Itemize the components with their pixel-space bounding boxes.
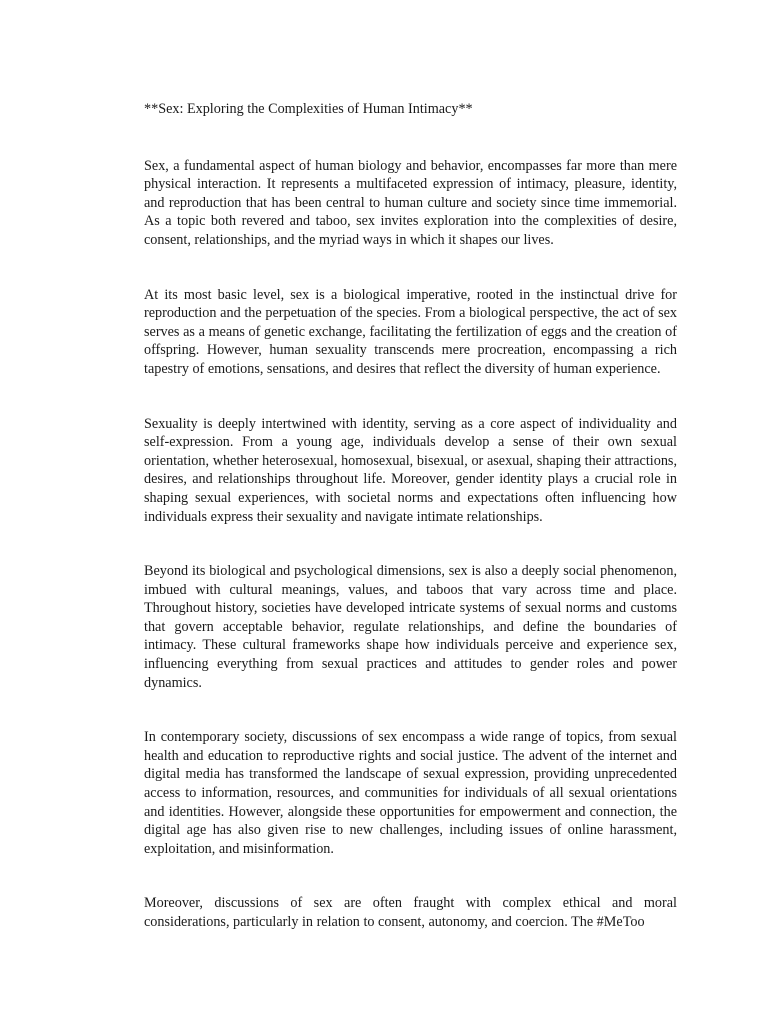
paragraph-ethics: Moreover, discussions of sex are often fraught with complex ethical and moral considerations, particularly in relation to consent, autonomy, and coercion. The #MeToo (144, 895, 677, 930)
paragraph-contemporary: In contemporary society, discussions of sex encompass a wide range of topics, from sexual health and education to reproductive rights and social justice. The advent of the internet and digital media has transformed the landscape of sexual expression, providing unprecedented access to information, resources, and communities for individuals of all sexual orientations and identities. However, alongside these opportunities for empowerment and connection, the digital age has also given rise to new challenges, including issues of online harassment, exploitation, and misinformation. (144, 729, 677, 857)
document-title: **Sex: Exploring the Complexities of Human Intimacy** (144, 101, 473, 117)
paragraph-biology: At its most basic level, sex is a biological imperative, rooted in the instinctual drive for reproduction and the perpetuation of the species. From a biological perspective, the act of sex serves as a means of genetic exchange, facilitating the fertilization of eggs and the creation of offspring. However, human sexuality transcends mere procreation, encompassing a rich tapestry of emotions, sensations, and desires that reflect the diversity of human experience. (144, 286, 677, 377)
paragraph-identity: Sexuality is deeply intertwined with identity, serving as a core aspect of individuality and self-expression. From a young age, individuals develop a sense of their own sexual orientation, whether heterosexual, homosexual, bisexual, or asexual, shaping their attractions, desires, and relationships throughout life. Moreover, gender identity plays a crucial role in shaping sexual experiences, with societal norms and expectations often influencing how individuals express their sexuality and navigate intimate relationships. (144, 415, 677, 525)
paragraph-social: Beyond its biological and psychological dimensions, sex is also a deeply social phenomenon, imbued with cultural meanings, values, and taboos that vary across time and place. Throughout history, societies have developed intricate systems of sexual norms and customs that govern acceptable behavior, regulate relationships, and define the boundaries of intimacy. These cultural frameworks shape how individuals perceive and experience sex, influencing everything from sexual practices and attitudes to gender roles and power dynamics. (144, 563, 677, 691)
paragraph-intro: Sex, a fundamental aspect of human biology and behavior, encompasses far more than mere physical interaction. It represents a multifaceted expression of intimacy, pleasure, identity, and reproduction that has been central to human culture and society since time immemorial. As a topic both revered and taboo, sex invites exploration into the complexities of desire, consent, relationships, and the myriad ways in which it shapes our lives. (144, 157, 677, 248)
document-body (144, 100, 677, 968)
